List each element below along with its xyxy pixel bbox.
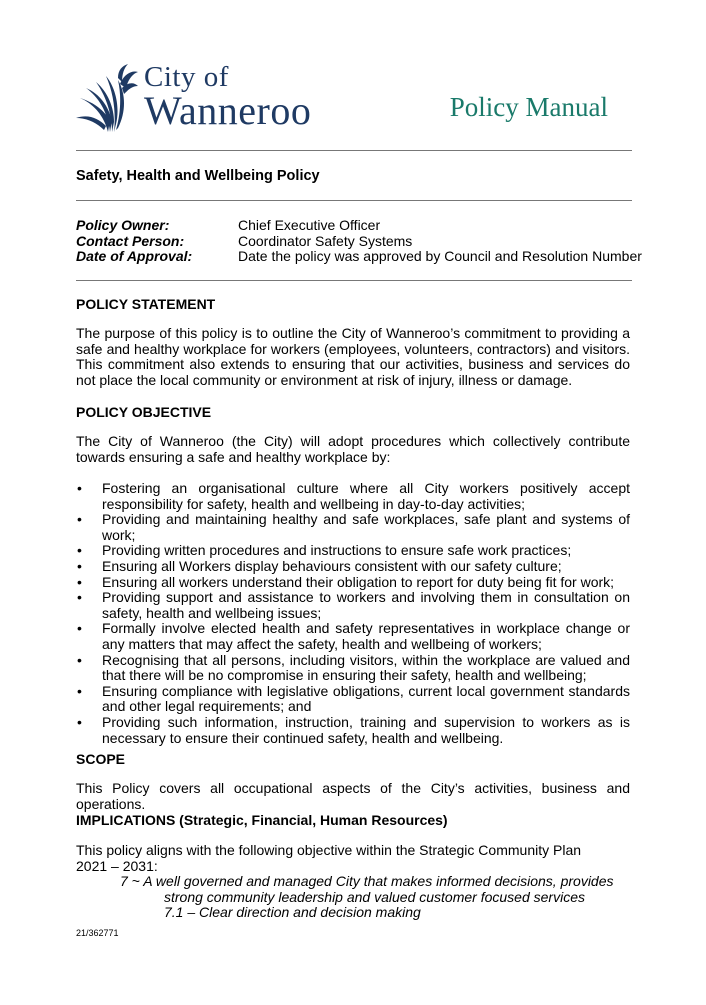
meta-value: Coordinator Safety Systems bbox=[238, 233, 413, 249]
implications-text: This policy aligns with the following objective within the Strategic Community Plan 2021 – 2031: bbox=[76, 842, 582, 874]
quote-line: 7.1 – Clear direction and decision making bbox=[164, 904, 421, 920]
list-item: • Formally involve elected health and safety representatives in workplace change or any matters that may affect the safety, health and wellbeing of workers; bbox=[77, 620, 630, 652]
header-divider bbox=[76, 150, 632, 151]
policy-manual-heading: Policy Manual bbox=[449, 92, 608, 122]
implications-heading: IMPLICATIONS (Strategic, Financial, Human Resources) bbox=[76, 812, 448, 828]
title-divider bbox=[76, 200, 632, 201]
objective-text: The City of Wanneroo (the City) will adopt procedures which collectively contribute towards ensuring a safe and healthy workplace by: bbox=[76, 433, 630, 465]
document-number: 21/362771 bbox=[76, 928, 119, 938]
statement-text: The purpose of this policy is to outline the City of Wanneroo’s commitment to providing a safe and healthy workplace for workers (employees, volunteers, contractors) and visitors. This commitment also extends to ensuring that our activities, business and services do not place the local community or environment at risk of injury, illness or damage. bbox=[76, 325, 630, 388]
city-logo bbox=[74, 62, 324, 134]
policy-title: Safety, Health and Wellbeing Policy bbox=[76, 168, 320, 184]
meta-value: Date the policy was approved by Council and Resolution Number bbox=[238, 248, 642, 264]
list-item: • Ensuring compliance with legislative obligations, current local government standards and other legal requirements; and bbox=[77, 682, 630, 715]
list-item: • Recognising that all persons, including visitors, within the workplace are valued and that there will be no compromise in ensuring their safety, health and wellbeing; bbox=[77, 651, 630, 684]
meta-label: Date of Approval: bbox=[76, 248, 193, 264]
meta-value: Chief Executive Officer bbox=[238, 217, 381, 233]
meta-label: Contact Person: bbox=[76, 233, 185, 249]
list-item: • Ensuring all Workers display behaviours consistent with our safety culture; bbox=[77, 557, 562, 574]
list-item: • Ensuring all workers understand their obligation to report for duty being fit for work; bbox=[77, 573, 615, 590]
list-item: • Providing written procedures and instructions to ensure safe work practices; bbox=[77, 542, 572, 559]
quote-line: strong community leadership and valued customer focused services bbox=[164, 889, 585, 905]
logo-wanneroo-text: Wanneroo bbox=[144, 88, 312, 133]
statement-heading: POLICY STATEMENT bbox=[76, 296, 216, 312]
quote-line: 7 ~ A well governed and managed City that makes informed decisions, provides bbox=[120, 873, 614, 889]
list-item: • Providing support and assistance to workers and involving them in consultation on safety, health and wellbeing issues; bbox=[77, 589, 630, 621]
meta-label: Policy Owner: bbox=[76, 217, 170, 233]
objective-heading: POLICY OBJECTIVE bbox=[76, 404, 212, 420]
meta-divider bbox=[76, 280, 632, 281]
list-item: • Providing such information, instruction, training and supervision to workers as is necessary to ensure their continued safety, health and wellbeing. bbox=[77, 713, 630, 746]
list-item: • Providing and maintaining healthy and safe workplaces, safe plant and systems of work; bbox=[77, 511, 630, 543]
scope-heading: SCOPE bbox=[76, 751, 126, 767]
logo-city-text: City of bbox=[144, 61, 229, 93]
scope-text: This Policy covers all occupational aspects of the City’s activities, business and operations. bbox=[76, 780, 630, 812]
list-item: • Fostering an organisational culture where all City workers positively accept responsibility for safety, health and wellbeing in day-to-day activities; bbox=[77, 480, 630, 512]
wanneroo-flower-icon bbox=[74, 64, 140, 134]
objective-list bbox=[76, 481, 630, 746]
